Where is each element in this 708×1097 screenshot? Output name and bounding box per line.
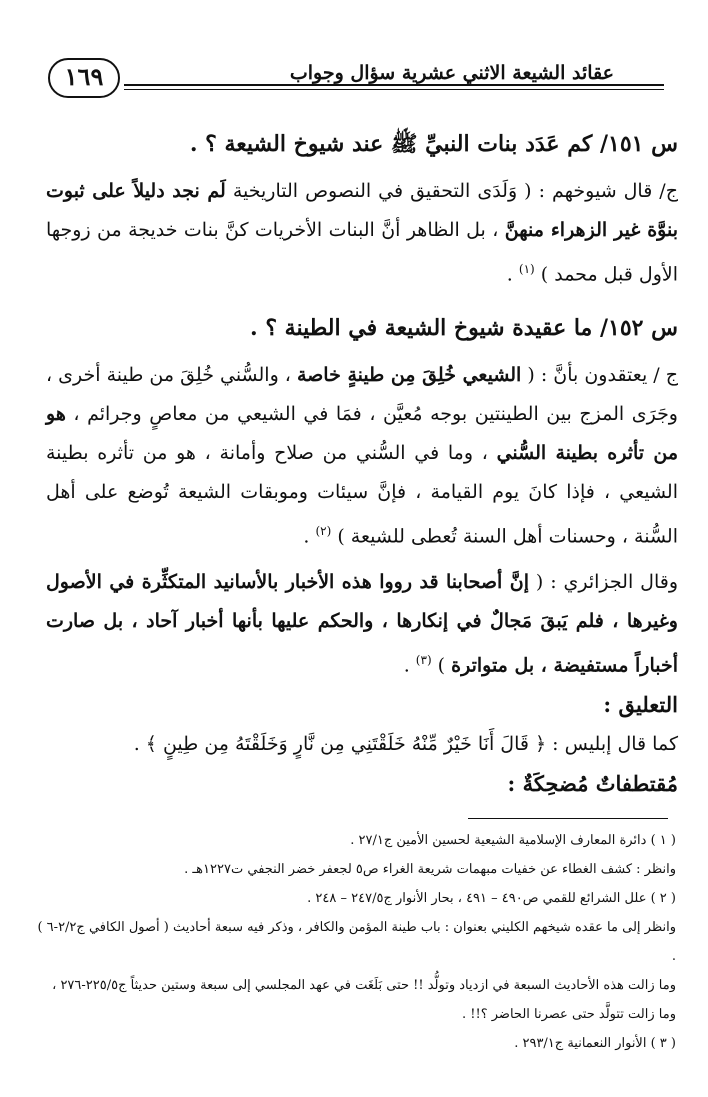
- funny-excerpts-heading: مُقتطفاتٌ مُضحِكَةٌ :: [507, 770, 678, 796]
- footnote: وانظر إلى ما عقده شيخهم الكليني بعنوان : باب طينة المؤمن والكافر ، وذكر فيه سبعة أحاديث ( أصول الكافي ج٢/٢-٦ ) .: [37, 920, 676, 964]
- jazairi-end: .: [403, 653, 416, 676]
- question-151: س ١٥١/ كم عَدَد بنات النبيِّ ﷺ عند شيوخ الشيعة ؟ .: [189, 131, 678, 157]
- answer-152-end: .: [303, 525, 316, 548]
- jazairi-quote: [46, 563, 678, 685]
- jazairi-lead: وقال الجزائري : (: [529, 570, 678, 593]
- footnote: ( ٢ ) علل الشرائع للقمي ص٤٩٠ – ٤٩١ ، بحار الأنوار ج٢٤٧/٥ – ٢٤٨ .: [307, 891, 676, 906]
- footnote: وما زالت هذه الأحاديث السبعة في ازدياد وتولُّد !! حتى بَلَغَت في عهد المجلسي إلى سبعة وستين حديثاً ج٢٢٥/٥-٢٧٦ ، وما زالت تتولَّد حتى عصرنا الحاضر ؟!! .: [52, 978, 676, 1022]
- answer-151-lead: ج/ قال شيوخهم : ( وَلَدَى التحقيق في النصوص التاريخية: [225, 180, 678, 202]
- footnote-ref-3: (٣): [415, 652, 432, 667]
- answer-151-emphasis: لَم نجد دليلاً على ثبوت بنوَّة غير الزهراء منهنَّ: [46, 180, 679, 241]
- commentary-heading: التعليق :: [603, 691, 678, 717]
- footnote: ( ٣ ) الأنوار النعمانية ج٢٩٣/١ .: [514, 1036, 676, 1051]
- answer-152-emphasis-1: الشيعي خُلِقَ مِن طينةٍ خاصة: [296, 364, 522, 387]
- jazairi-close: ): [437, 653, 452, 676]
- footnote: وانظر : كشف الغطاء عن خفيات مبهمات شريعة الغراء ص٥ لجعفر خضر النجفي ت١٢٢٧هـ .: [184, 862, 676, 877]
- header-rule: [124, 84, 664, 86]
- answer-152-lead: ج / يعتقدون بأنَّ : (: [521, 364, 678, 387]
- question-152: س ١٥٢/ ما عقيدة شيوخ الشيعة في الطينة ؟ .: [250, 315, 678, 342]
- footnote-ref-1: (١): [518, 262, 535, 276]
- answer-152: [46, 356, 678, 556]
- answer-152-mid-1: ، والسُّني خُلِقَ من طينة أخرى ، وجَرَى المزج بين الطينتين بوجه مُعيَّن ، فمَا في الشيعي من معاصٍ وجرائم ،: [45, 364, 678, 426]
- running-title: عقائد الشيعة الاثني عشرية سؤال وجواب: [282, 62, 622, 84]
- footnote: ( ١ ) دائرة المعارف الإسلامية الشيعية لحسين الأمين ج٢٧/١ .: [350, 833, 676, 848]
- answer-152-mid-2: ، وما في السُّني من صلاح وأمانة ، هو من تأثره بطينة الشيعي ، فإذا كانَ يوم القيامة ، فإنَّ سيئات وموبقات الشيعة تُوضع على أهل السُّنة ، وحسنات أهل السنة تُعطى للشيعة ): [46, 442, 678, 548]
- jazairi-emphasis: إنَّ أصحابنا قد رووا هذه الأخبار بالأسانيد المتكثِّرة في الأصول وغيرها ، فلم يَبقَ مَجالٌ في إنكارها ، والحكم عليها بأنها أخبار آحاد ، بل صارت أخباراً مستفيضة ، بل متواترة: [46, 570, 678, 676]
- answer-152-emphasis-2: هو من تأثره بطينة السُّني: [46, 403, 679, 465]
- answer-151: [46, 172, 678, 294]
- commentary-line: كما قال إبليس : ﴿ قَالَ أَنَا خَيْرٌ مِّنْهُ خَلَقْتَنِي مِن نَّارٍ وَخَلَقْتَهُ مِن طِينٍ ﴾ .: [133, 732, 678, 755]
- page-header: [48, 58, 662, 102]
- page-number: ١٦٩: [48, 58, 120, 98]
- footnote-ref-2: (٢): [315, 524, 332, 539]
- footnotes: [34, 826, 676, 1058]
- header-rule-thin: [124, 89, 664, 90]
- answer-151-end: .: [506, 263, 519, 286]
- footnote-separator: [468, 818, 668, 819]
- page-body: [46, 118, 678, 804]
- answer-151-rest: ، بل الظاهر أنَّ البنات الأخريات كنَّ بنات خديجة من زوجها الأول قبل محمد ): [46, 219, 678, 286]
